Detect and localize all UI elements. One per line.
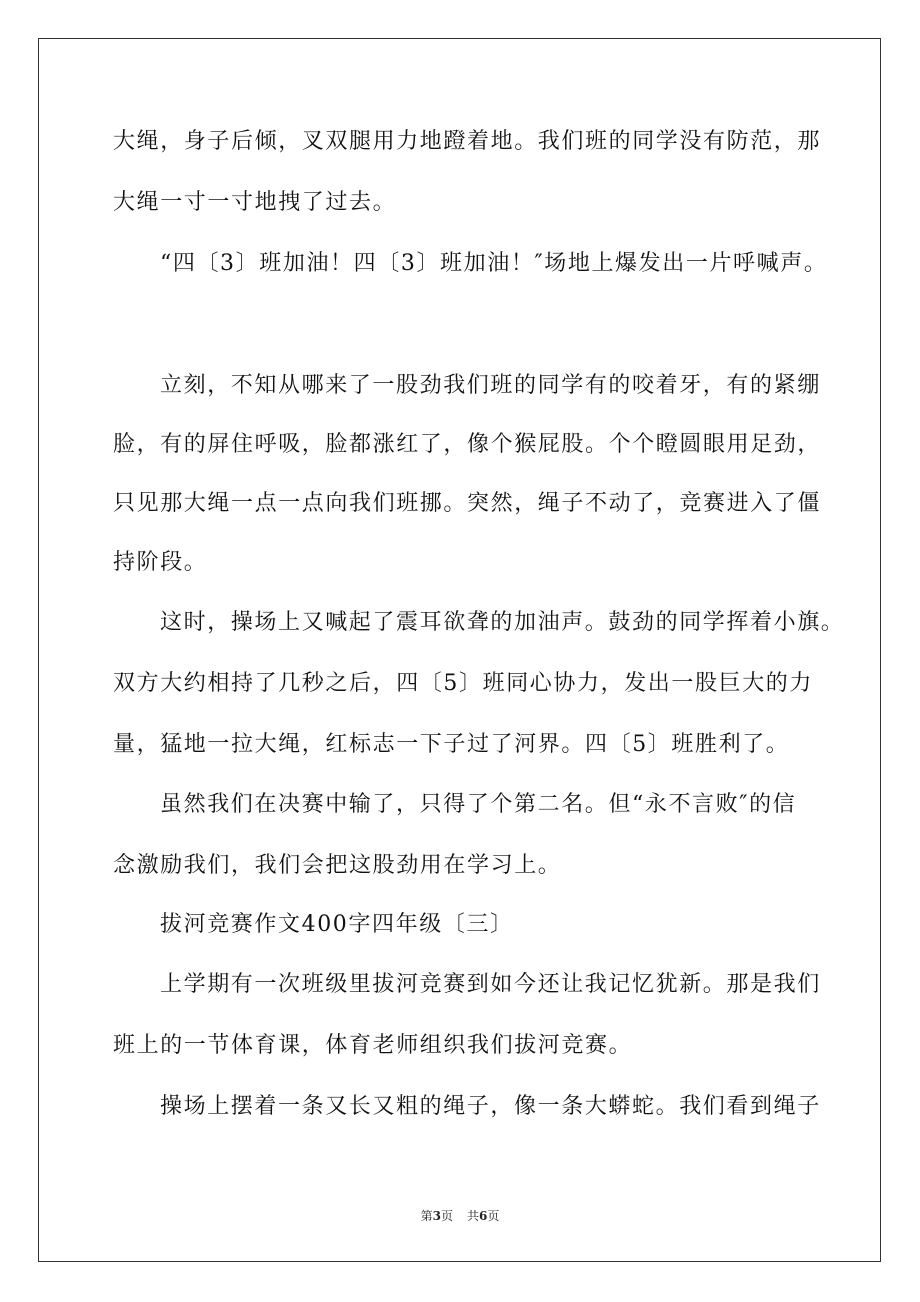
page-mid: 页 xyxy=(440,1209,453,1223)
text-line: 这时，操场上又喊起了震耳欲聋的加油声。鼓劲的同学挥着小旗。 xyxy=(160,610,845,635)
page-current: 3 xyxy=(432,1209,441,1223)
text-line: 持阶段。 xyxy=(113,550,208,575)
page-prefix: 第 xyxy=(420,1209,433,1223)
text-line: 大绳，身子后倾，叉双腿用力地蹬着地。我们班的同学没有防范，那 xyxy=(113,129,822,154)
page-border xyxy=(38,38,881,1262)
text-line: 虽然我们在决赛中输了，只得了个第二名。但“永不言败″的信 xyxy=(160,792,797,817)
text-line: 念激励我们，我们会把这股劲用在学习上。 xyxy=(113,853,562,878)
text-line: 大绳一寸一寸地拽了过去。 xyxy=(113,190,397,215)
total-suffix: 页 xyxy=(487,1209,500,1223)
text-line: “四〔3〕班加油！四〔3〕班加油！″场地上爆发出一片呼喊声。 xyxy=(160,251,828,276)
page-total: 6 xyxy=(479,1209,488,1223)
text-line: 脸，有的屏住呼吸，脸都涨红了，像个猴屁股。个个瞪圆眼用足劲， xyxy=(113,432,822,457)
text-line: 班上的一节体育课，体育老师组织我们拔河竞赛。 xyxy=(113,1033,633,1058)
section-heading: 拔河竞赛作文400字四年级〔三〕 xyxy=(160,912,514,937)
text-line: 操场上摆着一条又长又粗的绳子，像一条大蟒蛇。我们看到绳子 xyxy=(160,1094,821,1119)
text-line: 量，猛地一拉大绳，红标志一下子过了河界。四〔5〕班胜利了。 xyxy=(113,732,790,757)
total-prefix: 共 xyxy=(467,1209,480,1223)
page-footer xyxy=(0,1208,920,1224)
text-line: 双方大约相持了几秒之后，四〔5〕班同心协力，发出一股巨大的力 xyxy=(113,671,813,696)
text-line: 只见那大绳一点一点向我们班挪。突然，绳子不动了，竞赛进入了僵 xyxy=(113,491,822,516)
text-line: 立刻，不知从哪来了一股劲我们班的同学有的咬着牙，有的紧绷 xyxy=(160,373,821,398)
text-line: 上学期有一次班级里拔河竞赛到如今还让我记忆犹新。那是我们 xyxy=(160,972,821,997)
